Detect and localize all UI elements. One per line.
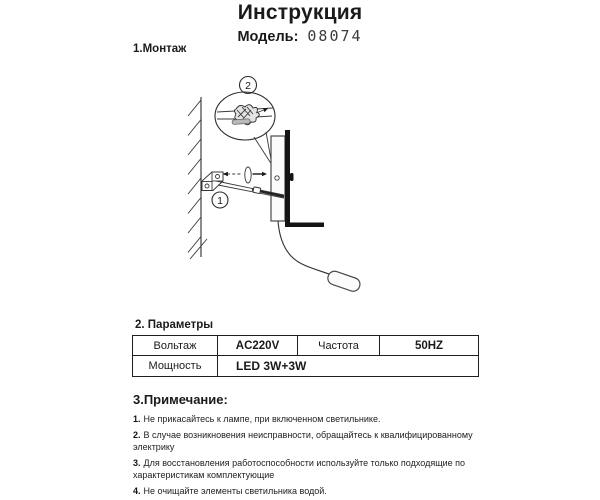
wire-connection-callout bbox=[215, 92, 275, 165]
switch-knob bbox=[290, 173, 294, 181]
table-row bbox=[133, 336, 479, 356]
power-label-cell: Мощность bbox=[133, 356, 218, 377]
step-1-number: 1 bbox=[217, 195, 223, 207]
note-item bbox=[133, 457, 493, 482]
mounting-bracket bbox=[202, 172, 223, 191]
notes-list bbox=[133, 413, 493, 500]
voltage-value-cell: AC220V bbox=[218, 336, 298, 356]
note-number: 2. bbox=[133, 429, 141, 440]
note-text: Для восстановления работоспособности используйте только подходящие по характеристикам комплектующие bbox=[133, 457, 466, 480]
model-number: 08074 bbox=[307, 27, 363, 45]
screw-side-icon bbox=[245, 167, 251, 183]
step-2-badge bbox=[240, 77, 257, 94]
rod-ferrule bbox=[253, 187, 261, 194]
step-2-number: 2 bbox=[245, 80, 251, 92]
installation-diagram bbox=[180, 62, 400, 324]
section-heading-params: 2. Параметры bbox=[135, 319, 214, 331]
note-number: 1. bbox=[133, 414, 141, 424]
note-text: В случае возникновения неисправности, обращайтесь к квалифицированному электрику bbox=[133, 429, 473, 452]
screw-guide bbox=[223, 167, 268, 183]
table-row bbox=[133, 356, 479, 377]
note-number: 3. bbox=[133, 457, 141, 468]
parameters-table bbox=[132, 335, 479, 377]
step-1-badge bbox=[212, 192, 228, 208]
note-text: Не очищайте элементы светильника водой. bbox=[143, 485, 327, 496]
frequency-value-cell: 50HZ bbox=[380, 336, 479, 356]
voltage-label-cell: Вольтаж bbox=[133, 336, 218, 356]
lamp-backplate bbox=[271, 130, 324, 227]
lamp-head bbox=[326, 270, 362, 294]
note-text: Не прикасайтесь к лампе, при включенном светильнике. bbox=[143, 414, 381, 424]
note-number: 4. bbox=[133, 485, 141, 496]
flexible-cable bbox=[278, 221, 332, 275]
page-title: Инструкция bbox=[237, 1, 363, 24]
section-heading-notes: 3.Примечание: bbox=[133, 392, 228, 407]
lamp-body-bar bbox=[285, 130, 290, 225]
model-row bbox=[0, 27, 600, 45]
note-item bbox=[133, 429, 493, 454]
wall-hatching bbox=[188, 97, 207, 259]
right-arrowhead-icon bbox=[262, 172, 267, 176]
connector-pad bbox=[232, 119, 250, 125]
frequency-label-cell: Частота bbox=[298, 336, 380, 356]
lamp-arm bbox=[285, 223, 324, 228]
note-item bbox=[133, 485, 493, 498]
power-value-cell: LED 3W+3W bbox=[218, 356, 479, 377]
section-heading-montage: 1.Монтаж bbox=[133, 43, 187, 55]
note-item bbox=[133, 413, 493, 426]
model-label: Модель: bbox=[237, 29, 299, 45]
